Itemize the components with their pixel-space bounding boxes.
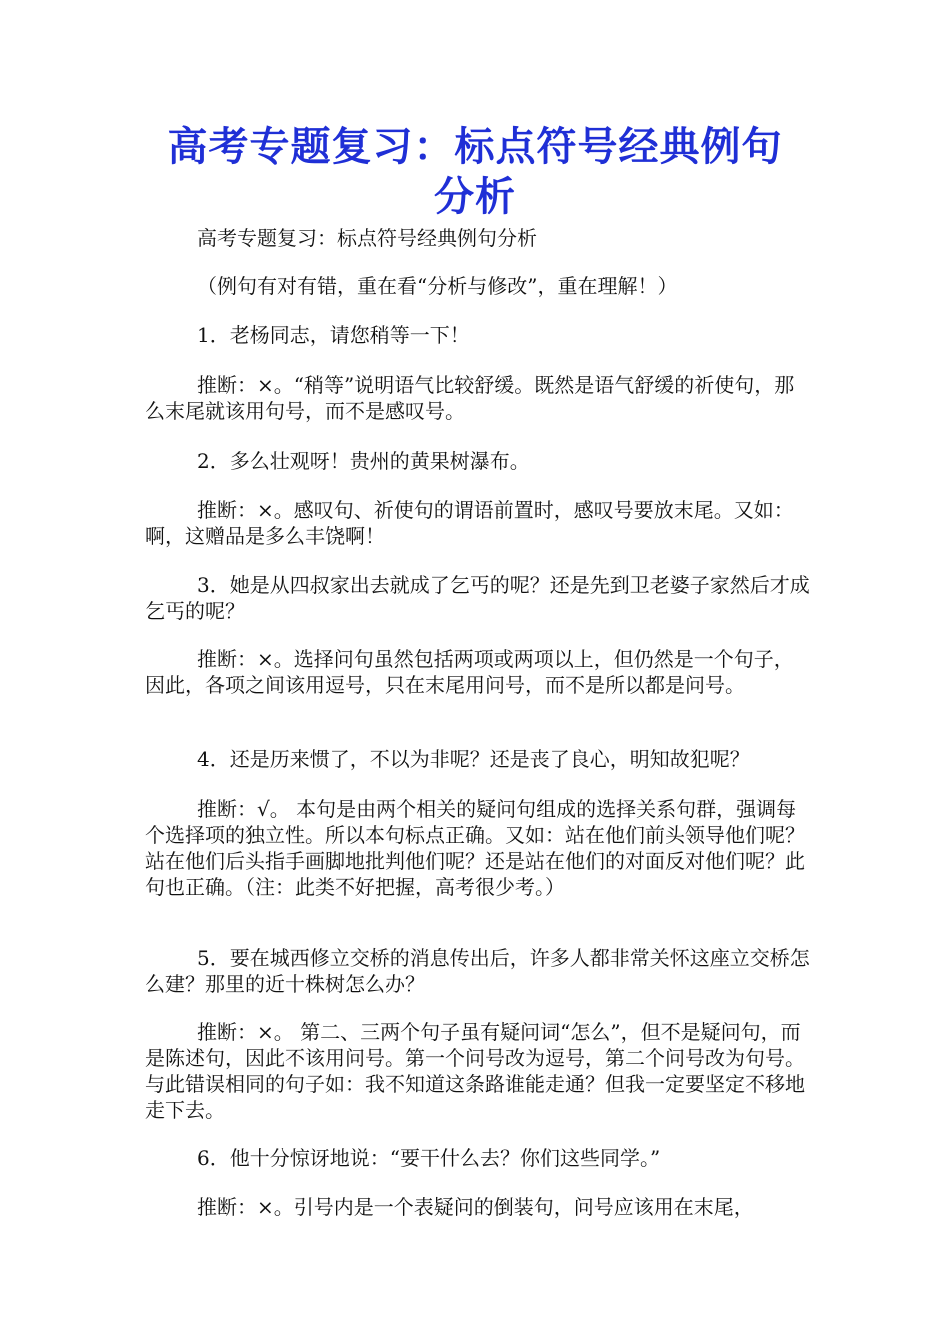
subtitle-paragraph: 高考专题复习：标点符号经典例句分析 [197,226,537,250]
document-title: 高考专题复习：标点符号经典例句分析 [167,124,783,220]
item-4-sentence: 4．还是历来惯了，不以为非呢？还是丧了良心，明知故犯呢？ [197,747,750,771]
item-1-analysis: 推断：×。“稍等”说明语气比较舒缓。既然是语气舒缓的祈使句，那么末尾就该用句号，而不是感叹号。 [145,373,795,423]
note-paragraph: （例句有对有错，重在看“分析与修改”，重在理解！） [197,274,678,298]
item-5-analysis: 推断：×。 第二、三两个句子虽有疑问词“怎么”，但不是疑问句，而是陈述句，因此不该用问号。第一个问号改为逗号，第二个问号改为句号。与此错误相同的句子如：我不知道这条路谁能走通？但我一定要坚定不移地走下去。 [145,1020,805,1122]
item-5-sentence: 5．要在城西修立交桥的消息传出后，许多人都非常关怀这座立交桥怎么建？那里的近十株树怎么办？ [145,946,810,996]
item-4-analysis: 推断：√。 本句是由两个相关的疑问句组成的选择关系句群，强调每个选择项的独立性。所以本句标点正确。又如：站在他们前头领导他们呢？站在他们后头指手画脚地批判他们呢？还是站在他们的对面反对他们呢？此句也正确。（注：此类不好把握，高考很少考。） [145,797,805,899]
item-3-analysis: 推断：×。选择问句虽然包括两项或两项以上，但仍然是一个句子，因此，各项之间该用逗号，只在末尾用问号，而不是所以都是问号。 [145,647,794,697]
item-6-analysis: 推断：×。引号内是一个表疑问的倒装句，问号应该用在末尾， [197,1195,754,1219]
item-2-analysis: 推断：×。感叹句、祈使句的谓语前置时，感叹号要放末尾。又如：啊，这赠品是多么丰饶啊！ [145,498,794,548]
item-3-sentence: 3．她是从四叔家出去就成了乞丐的呢？还是先到卫老婆子家然后才成乞丐的呢？ [145,573,810,623]
item-1-sentence: 1．老杨同志，请您稍等一下！ [197,323,470,347]
item-2-sentence: 2．多么壮观呀！贵州的黄果树瀑布。 [197,449,530,473]
item-6-sentence: 6．他十分惊讶地说：“要干什么去？你们这些同学。” [197,1146,661,1170]
